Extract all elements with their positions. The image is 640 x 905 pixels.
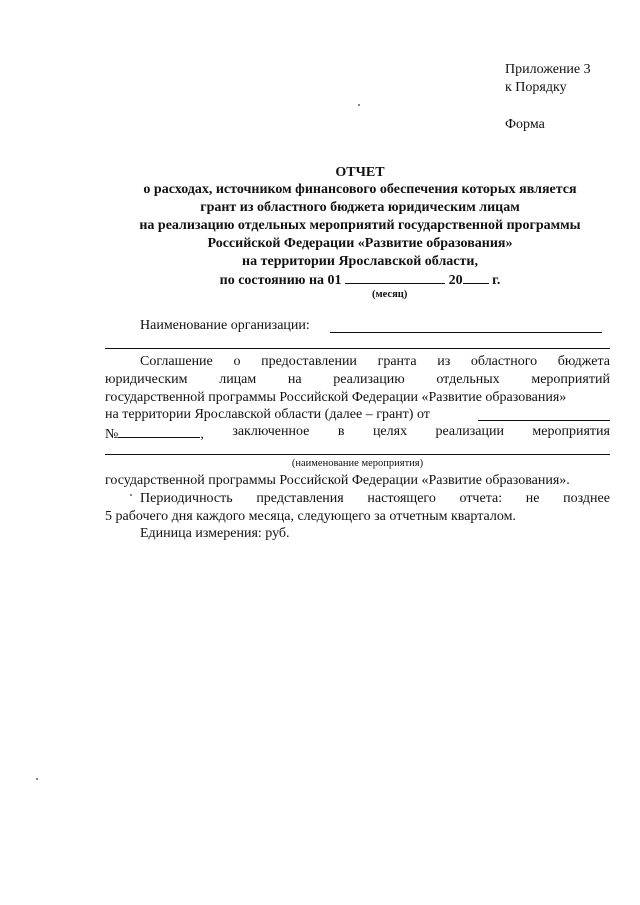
periodicity-line-1: Периодичность представления настоящего отчета: не позднее: [140, 491, 610, 506]
agreement-date-field[interactable]: [478, 407, 610, 421]
report-subtitle-line-3: на реализацию отдельных мероприятий государственной программы: [139, 218, 581, 233]
year-blank[interactable]: [463, 271, 489, 284]
agreement-line-5: № , заключенное в целях реализации мероприятия: [105, 424, 610, 442]
agreement-number-field[interactable]: [118, 424, 200, 438]
agreement-line-6: государственной программы Российской Федерации «Развитие образования».: [105, 473, 570, 488]
organization-label: Наименование организации:: [140, 318, 310, 333]
date-year-prefix: 20: [448, 273, 463, 288]
scan-speck: [130, 494, 132, 496]
appendix-reference: к Порядку: [505, 80, 567, 95]
month-caption: (месяц): [372, 289, 408, 300]
event-name-caption: (наименование мероприятия): [291, 458, 424, 469]
report-subtitle-line-5: на территории Ярославской области,: [242, 254, 478, 269]
agreement-line-4: на территории Ярославской области (далее – грант) от: [105, 407, 610, 423]
agreement-line-3: государственной программы Российской Федерации «Развитие образования»: [105, 390, 567, 405]
scan-speck: [36, 778, 38, 780]
scan-speck: [358, 104, 360, 106]
agreement-line-1: Соглашение о предоставлении гранта из областного бюджета: [140, 354, 610, 369]
agreement-line-2: юридическим лицам на реализацию отдельных мероприятий: [105, 372, 610, 387]
report-subtitle-line-1: о расходах, источником финансового обеспечения которых является: [143, 182, 577, 197]
date-prefix: по состоянию на 01: [219, 273, 342, 288]
organization-field-continuation[interactable]: [105, 348, 610, 349]
periodicity-line-2: 5 рабочего дня каждого месяца, следующего за отчетным кварталом.: [105, 509, 516, 524]
report-title: ОТЧЕТ: [335, 165, 385, 180]
month-blank[interactable]: [345, 271, 445, 284]
report-date-line: [105, 271, 615, 289]
date-suffix: г.: [492, 273, 501, 288]
appendix-number: Приложение 3: [505, 62, 591, 77]
unit-of-measure: Единица измерения: руб.: [140, 526, 290, 541]
form-label: Форма: [505, 117, 545, 132]
event-name-field[interactable]: [105, 454, 610, 455]
organization-field[interactable]: [330, 332, 602, 333]
number-sign: №: [105, 427, 119, 442]
report-subtitle-line-4: Российской Федерации «Развитие образования»: [207, 236, 513, 251]
report-subtitle-line-2: грант из областного бюджета юридическим лицам: [200, 200, 520, 215]
